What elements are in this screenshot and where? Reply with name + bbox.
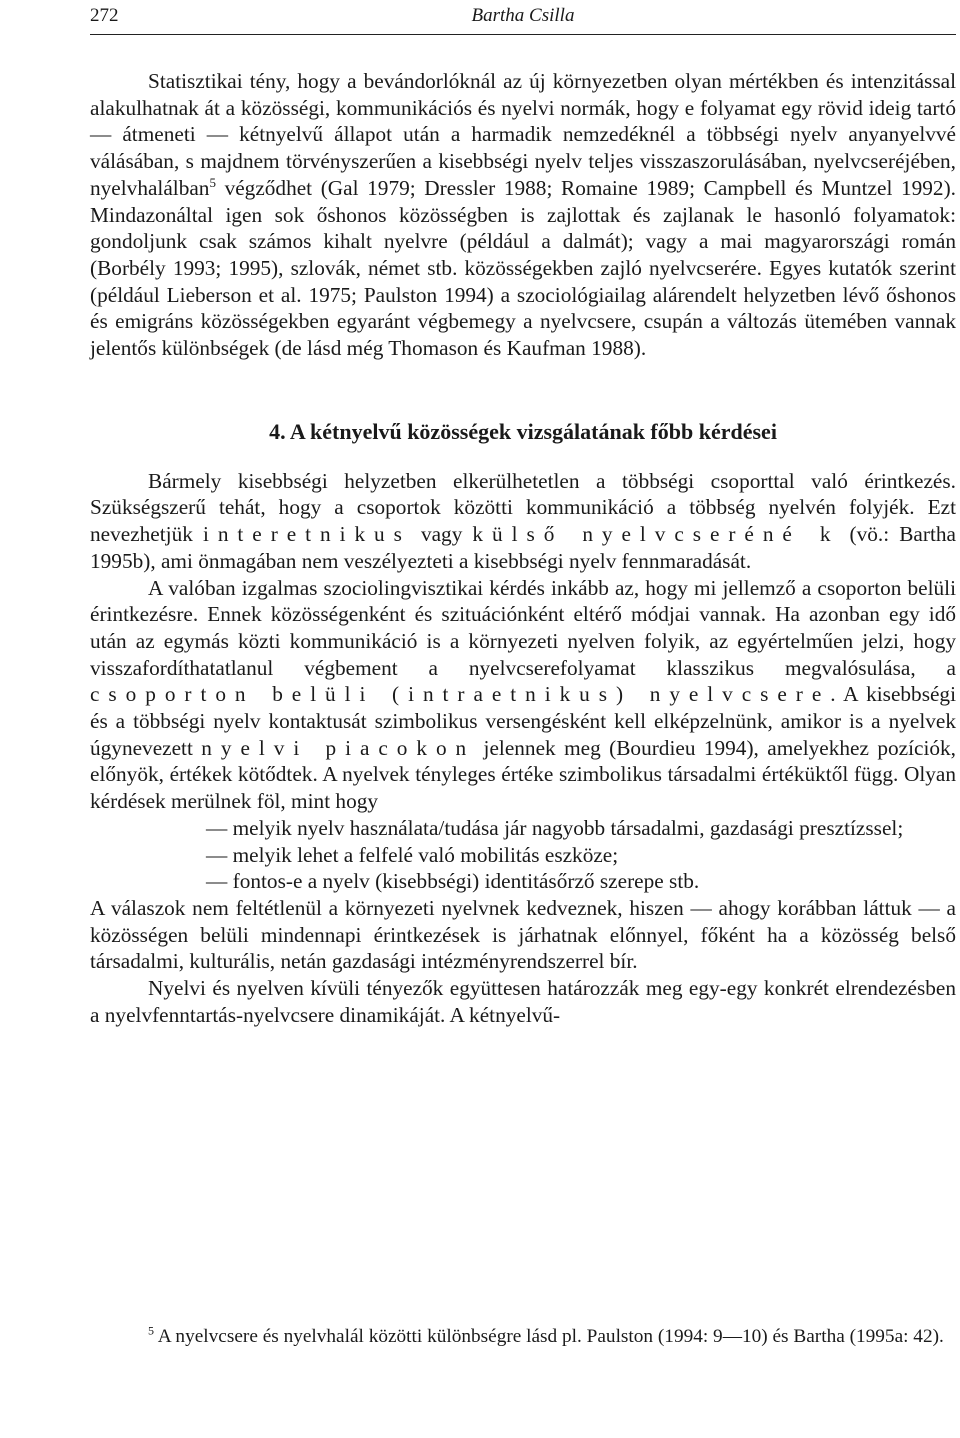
- term-nyelvi-piacok: nyelvi piacokon: [201, 735, 476, 760]
- paragraph-2-text-c: (vö.: Bartha 1995b), ami önmagában nem veszélyezteti a kisebbségi nyelv fennmaradását.: [90, 522, 956, 573]
- term-csoporton-beluli: csoporton belüli (intraetnikus) nyelvcsere: [90, 682, 831, 707]
- term-interetnikus: interetnikus: [202, 522, 411, 547]
- footnote: [90, 1324, 956, 1350]
- paragraph-3-text-a: A valóban izgalmas szociolingvisztikai kérdés inkább az, hogy mi jellemző a csoporton belüli érintkezésre. Ennek közösségenként és szituációnként eltérő módjai vannak. Ha azonban egy idő után az egymás közti kommunikáció is a környezeti nyelven folyik, az egyértelműen jelzi, hogy visszafordíthatatlanul végbement a nyelvcserefolyamat klasszikus megvalósulása, a: [90, 575, 956, 680]
- running-header: [90, 2, 956, 36]
- page-number: 272: [90, 5, 119, 26]
- footnote-5: [90, 1324, 956, 1350]
- paragraph-2-text-b: vagy: [410, 522, 473, 547]
- paragraph-2-text-a: Bármely kisebbségi helyzetben elkerülhetetlen a többségi csoporttal való érintkezés. Szükségszerű tehát, hogy a csoportok közötti kommunikáció a többség nyelvén folyjék. Ezt nevezhetjük: [90, 468, 956, 547]
- footnote-number: 5: [148, 1323, 154, 1338]
- paragraph-1-text-b: végződhet (Gal 1979; Dressler 1988; Romaine 1989; Campbell és Muntzel 1992). Mindazonáltal igen sok őshonos közösségben is zajlottak és zajlanak le hasonló folyamatok: gondoljunk csak számos kihalt nyelvre (például a dalmát); vagy a mai magyarországi román (Borbély 1993; 1995), szlovák, német stb. közösségekben zajló nyelvcserére. Egyes kutatók szerint (például Lieberson et al. 1975; Paulston 1994) a szociológiailag alárendelt helyzetben lévő őshonos és emigráns közösségekben egyaránt végbemegy a nyelvcsere, csupán a változás ütemében vannak jelentős különbségek (de lásd még Thomason és Kaufman 1988).: [90, 175, 956, 361]
- footnote-reference: 5: [209, 174, 216, 190]
- main-text: [90, 68, 956, 1029]
- header-rule: [90, 34, 956, 35]
- section-heading: 4. A kétnyelvű közösségek vizsgálatának főbb kérdései: [269, 418, 777, 444]
- running-head-author: Bartha Csilla: [471, 5, 575, 26]
- dash-list-item: — melyik lehet a felfelé való mobilitás eszköze;: [206, 842, 619, 867]
- paragraph-5: Nyelvi és nyelven kívüli tényezők együttesen határozzák meg egy-egy konkrét elrendezésben a nyelvfenntartás-nyelvcsere dinamikáját. A kétnyelvű-: [90, 976, 956, 1027]
- paragraph-1: [90, 68, 956, 362]
- paragraph-2: [90, 468, 956, 575]
- dash-list-item: — melyik nyelv használata/tudása jár nagyobb társadalmi, gazdasági presztízssel;: [206, 815, 904, 840]
- paragraph-4: A válaszok nem feltétlenül a környezeti nyelvnek kedveznek, hiszen — ahogy korábban láttuk — a közösségen belüli mindennapi érintkezések is járhatnak előnnyel, főként ha a közösség belső társadalmi, kulturális, netán gazdasági intézményrendszerrel bír.: [90, 895, 956, 974]
- paragraph-3-text-b: . A kisebbségi és a többségi nyelv kontaktusát szimbolikus versengésként kell elképzelnünk, amikor is a nyelvek úgynevezett: [90, 682, 956, 760]
- paragraph-1-text-a: Statisztikai tény, hogy a bevándorlóknál az új környezetben olyan mértékben és intenzitással alakulhatnak át a közösségi, kommunikációs és nyelvi normák, hogy e folyamat egy rövid ideig tartó — átmeneti — kétnyelvű állapot után a harmadik nemzedéknél a többségi nyelv anyanyelvvé válásában, s majdnem törvényszerűen a kisebbségi nyelv teljes visszaszorulásában, nyelvcseréjében, nyelvhalálban: [90, 69, 956, 200]
- paragraph-3-text-c: jelennek meg (Bourdieu 1994), amelyekhez pozíciók, előnyök, értékek kötődtek. A nyelvek tényleges értéke szimbolikus társadalmi értéküktől függ. Olyan kérdések merülnek föl, mint hogy: [90, 735, 956, 814]
- footnote-text: A nyelvcsere és nyelvhalál közötti különbségre lásd pl. Paulston (1994: 9—10) és Bartha (1995a: 42).: [154, 1326, 944, 1347]
- dash-list-item: — fontos-e a nyelv (kisebbségi) identitásőrző szerepe stb.: [206, 869, 700, 894]
- paragraph-3: [90, 575, 956, 815]
- term-kulso-nyelvcsere: külső nyelvcseréné k: [472, 522, 840, 547]
